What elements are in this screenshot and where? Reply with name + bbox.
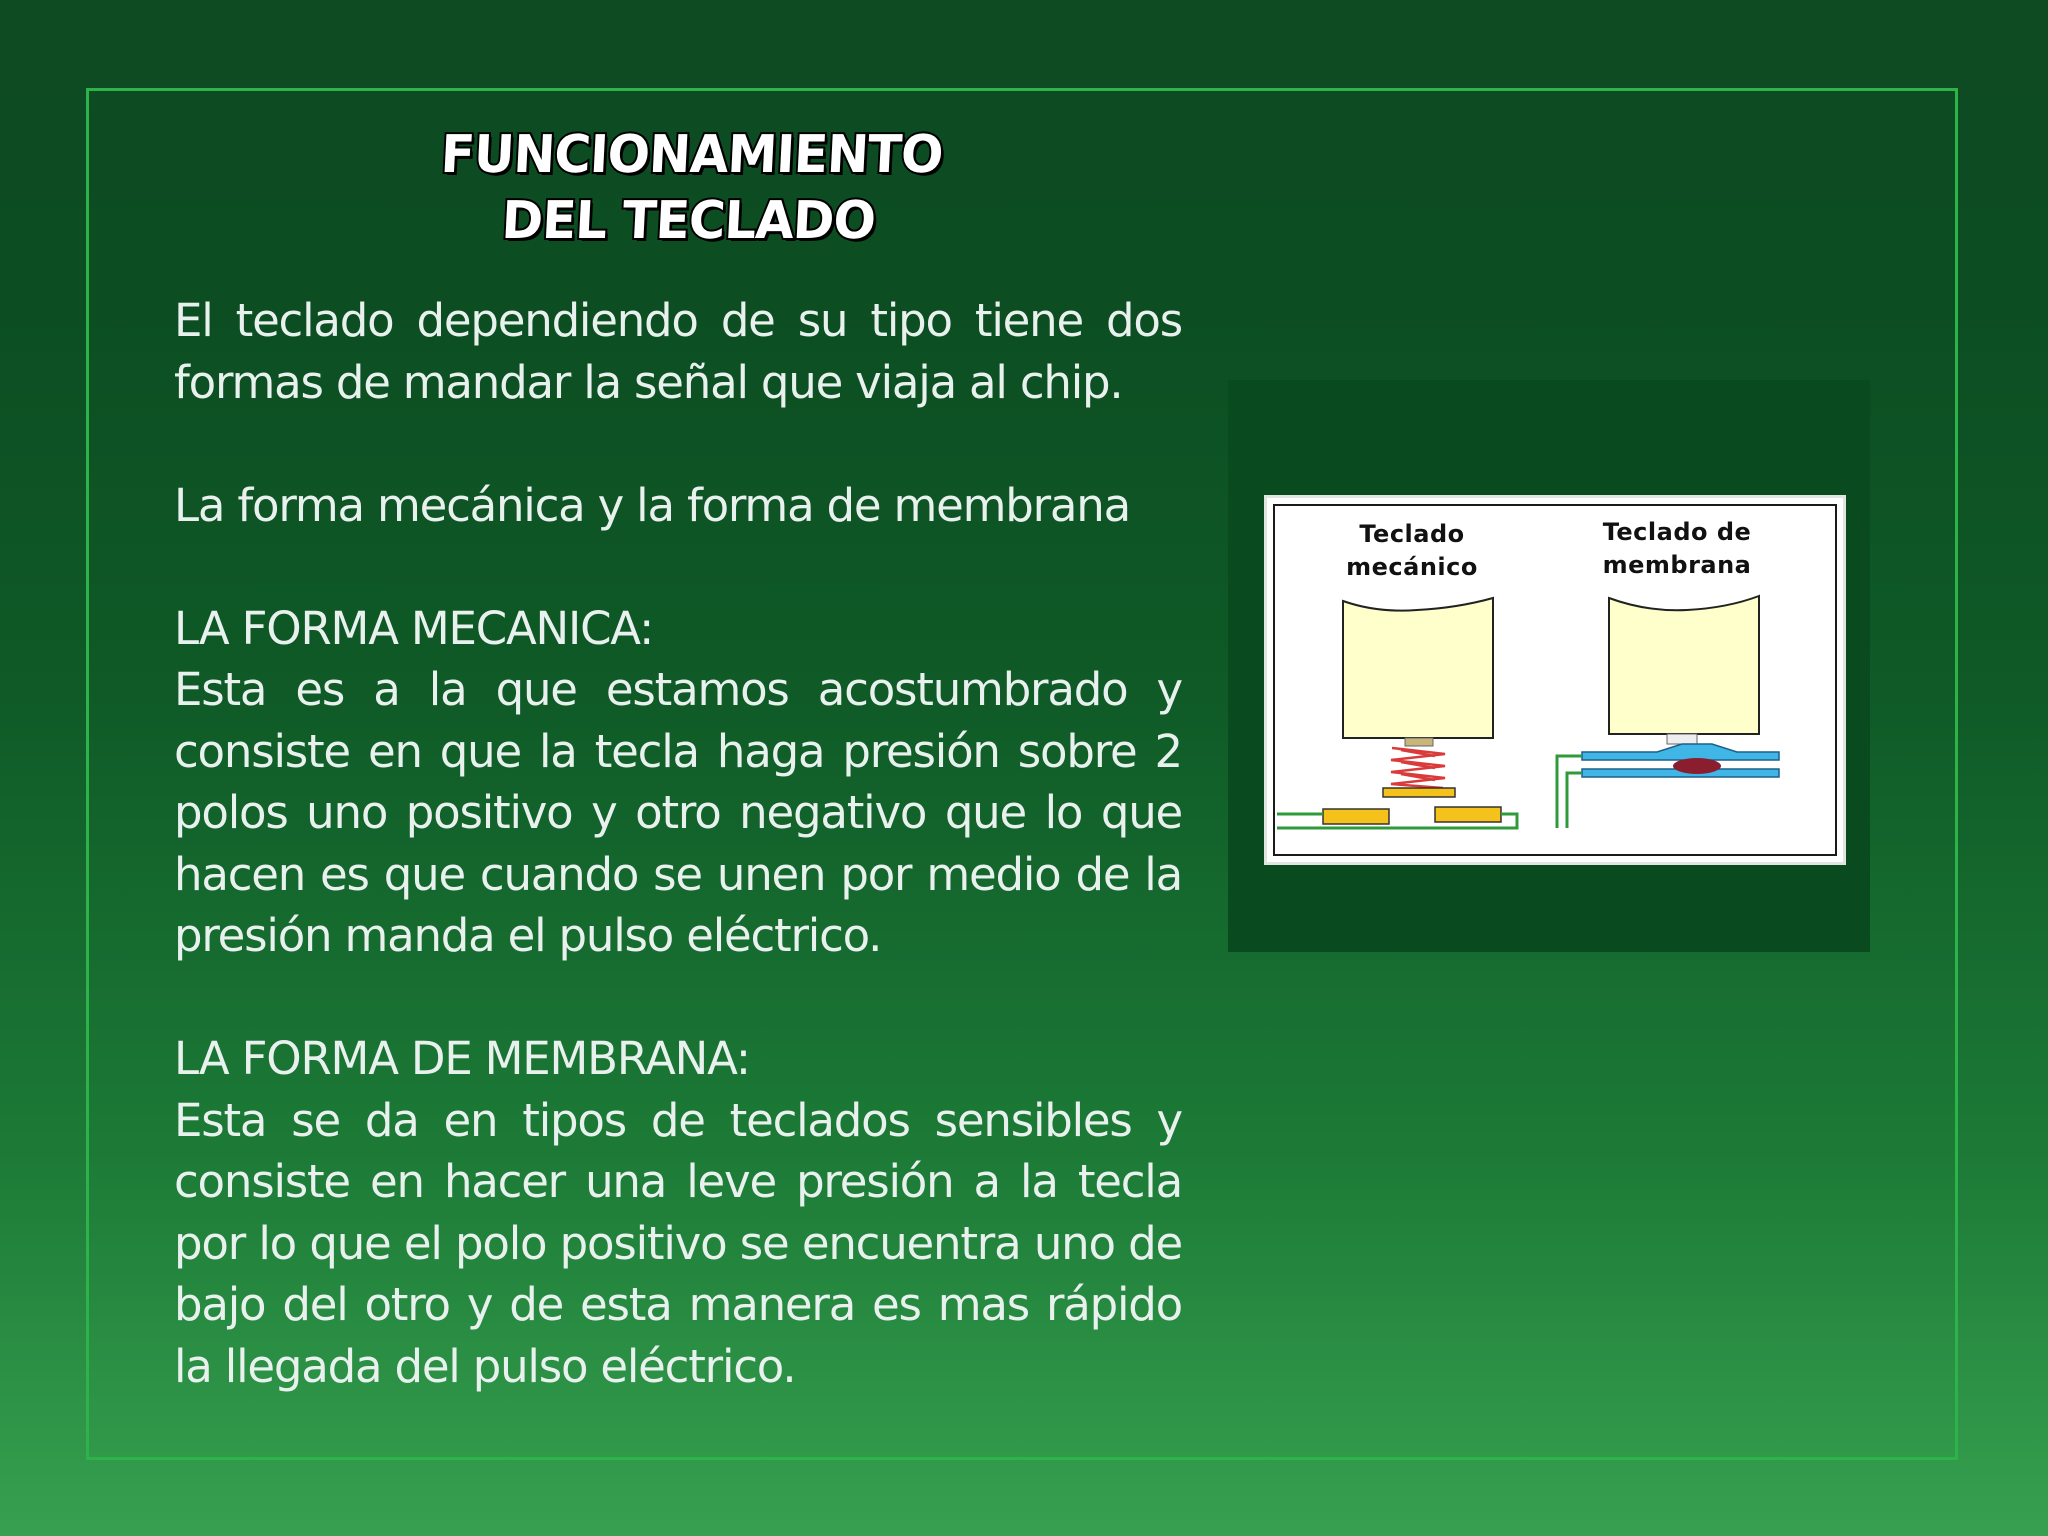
mechanical-contact-left [1323,809,1389,824]
slide-title [408,122,971,254]
title-line-1: FUNCIONAMIENTO [439,125,944,185]
mechanical-paragraph: Esta es a la que estamos acostumbrado y consiste en que la tecla haga presión sobre 2 polos uno positivo y otro negativo que lo que hacen es que cuando se unen por medio de la presión manda el pulso eléctrico. [174,663,1182,962]
mechanical-contact-right [1435,807,1501,822]
mechanical-heading: LA FORMA MECANICA: [174,601,654,655]
membrane-contact [1673,758,1721,774]
membrane-plunger [1667,734,1697,744]
spacer [174,413,1182,475]
mechanical-keyboard-label: Teclado mecánico [1346,520,1478,581]
spacer [174,536,1182,598]
title-line-2: DEL TECLADO [500,191,877,251]
mechanical-spring [1391,748,1445,788]
slide-body [174,290,1182,1397]
membrane-keycap [1609,596,1759,734]
membrane-keyboard-label: Teclado de membrana [1602,518,1752,579]
mechanical-plunger [1405,738,1433,746]
spacer [174,967,1182,1029]
keyboard-diagram [1264,495,1846,865]
forms-paragraph: La forma mecánica y la forma de membrana [174,478,1130,532]
mechanical-contact-plate [1383,788,1455,797]
membrane-paragraph: Esta se da en tipos de teclados sensibles y consiste en hacer una leve presión a la tecla por lo que el polo positivo se encuentra uno de bajo del otro y de esta manera es mas rápido la llegada del pulso eléctrico. [174,1093,1182,1393]
membrane-wires [1557,756,1582,828]
membrane-heading: LA FORMA DE MEMBRANA: [174,1032,750,1085]
mechanical-keycap [1343,598,1493,738]
membrane-top-layer [1582,744,1779,760]
intro-paragraph: El teclado dependiendo de su tipo tiene dos formas de mandar la señal que viaja al chip. [174,294,1182,409]
